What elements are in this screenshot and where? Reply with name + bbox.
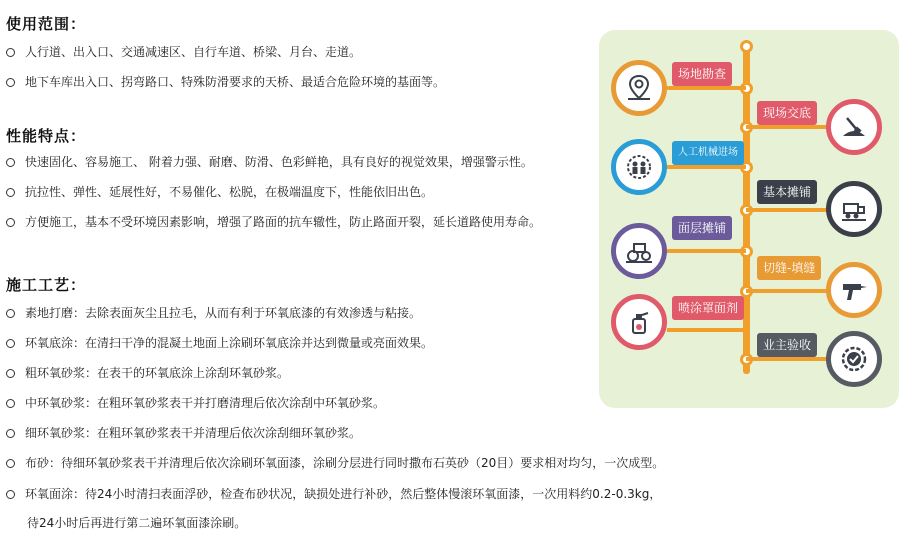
- bullet-icon: [6, 459, 15, 468]
- step-label-owner-acceptance: 业主验收: [757, 333, 817, 357]
- step-label-spray-coating: 喷涂罩面剂: [672, 296, 744, 320]
- bullet-icon: [6, 429, 15, 438]
- step-circle: [611, 223, 667, 279]
- process-item: 细环氧砂浆：在粗环氧砂浆表干并清理后依次涂刮细环氧砂浆。: [6, 425, 361, 441]
- connector-line: [746, 125, 838, 129]
- features-item: 抗拉性、弹性、延展性好，不易催化、松脱，在极端温度下，性能依旧出色。: [6, 184, 433, 200]
- process-item: 布砂：待细环氧砂浆表干并清理后依次涂刷环氧面漆，涂刷分层进行同时撒布石英砂（20目）要求相对均匀，一次成型。: [6, 455, 664, 471]
- road-roller-icon: [624, 236, 654, 266]
- bullet-icon: [6, 399, 15, 408]
- usage-item: 人行道、出入口、交通减速区、自行车道、桥梁、月台、走道。: [6, 44, 361, 60]
- bullet-icon: [6, 48, 15, 57]
- step-label-base-paving: 基本摊铺: [757, 180, 817, 204]
- bullet-icon: [6, 218, 15, 227]
- workers-icon: [624, 152, 654, 182]
- caulk-gun-icon: [839, 275, 869, 305]
- step-label-mobilization: 人工机械进场: [672, 141, 744, 165]
- connector-line: [667, 249, 746, 253]
- bullet-icon: [6, 188, 15, 197]
- process-heading: 施工工艺：: [6, 276, 87, 294]
- connector-line: [746, 289, 838, 293]
- paver-icon: [839, 194, 869, 224]
- process-item: 素地打磨：去除表面灰尘且拉毛，从而有利于环氧底漆的有效渗透与粘接。: [6, 305, 421, 321]
- features-item: 快速固化、容易施工、 附着力强、耐磨、防滑、色彩鲜艳，具有良好的视觉效果，增强警示性。: [6, 154, 533, 170]
- connector-line: [667, 328, 746, 332]
- process-item: 中环氧砂浆：在粗环氧砂浆表干并打磨清理后依次涂刮中环氧砂浆。: [6, 395, 385, 411]
- step-label-joint-cutting: 切缝-填缝: [757, 256, 821, 280]
- map-pin-icon: [624, 73, 654, 103]
- step-circle: [826, 331, 882, 387]
- bullet-icon: [6, 78, 15, 87]
- step-circle: [826, 262, 882, 318]
- connector-line: [746, 357, 838, 361]
- step-circle: [826, 181, 882, 237]
- step-label-surface-paving: 面层摊铺: [672, 216, 732, 240]
- badge-check-icon: [839, 344, 869, 374]
- process-item: 环氧底涂：在清扫干净的混凝土地面上涂刷环氧底涂并达到微量或亮面效果。: [6, 335, 433, 351]
- process-item-continuation: 待24小时后再进行第二遍环氧面漆涂刷。: [27, 516, 247, 530]
- bullet-icon: [6, 158, 15, 167]
- bullet-icon: [6, 309, 15, 318]
- usage-heading: 使用范围：: [6, 15, 87, 33]
- step-circle: [826, 99, 882, 155]
- process-item: 环氧面涂：待24小时清扫表面浮砂，检查布砂状况，缺损处进行补砂，然后整体慢滚环氧面漆，一次用料约0.2-0.3kg，: [6, 486, 661, 502]
- spray-bottle-icon: [624, 307, 654, 337]
- step-circle: [611, 60, 667, 116]
- connector-line: [746, 208, 838, 212]
- step-label-briefing: 现场交底: [757, 101, 817, 125]
- process-item: 粗环氧砂浆：在表干的环氧底涂上涂刮环氧砂浆。: [6, 365, 289, 381]
- features-heading: 性能特点：: [6, 127, 87, 145]
- connector-line: [667, 165, 746, 169]
- step-circle: [611, 139, 667, 195]
- bullet-icon: [6, 369, 15, 378]
- shovel-icon: [839, 112, 869, 142]
- bullet-icon: [6, 339, 15, 348]
- bullet-icon: [6, 490, 15, 499]
- step-circle: [611, 294, 667, 350]
- step-label-site-survey: 场地勘查: [672, 62, 732, 86]
- usage-item: 地下车库出入口、拐弯路口、特殊防滑要求的天桥、最适合危险环境的基面等。: [6, 74, 445, 90]
- timeline-dot: [740, 40, 753, 53]
- connector-line: [667, 86, 746, 90]
- features-item: 方便施工，基本不受环境因素影响，增强了路面的抗车辙性，防止路面开裂，延长道路使用寿命。: [6, 214, 541, 230]
